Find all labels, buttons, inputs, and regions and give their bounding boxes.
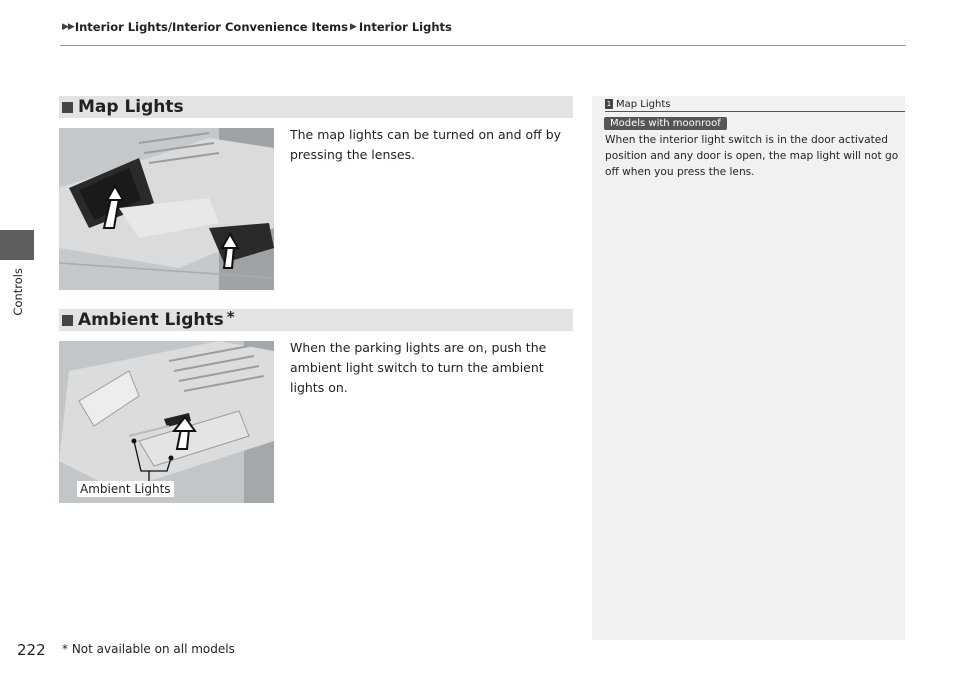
breadcrumb (62, 20, 452, 34)
page-number: 222 (17, 641, 46, 659)
note-heading (605, 97, 905, 112)
chapter-tab-marker (0, 230, 34, 260)
ambient-lights-callout: Ambient Lights (77, 481, 174, 497)
section-title: Map Lights (78, 97, 184, 117)
chapter-tab-label: Controls (11, 268, 25, 316)
section-title: Ambient Lights (78, 310, 224, 330)
header-divider (60, 45, 906, 46)
section-heading-ambient-lights (59, 309, 573, 331)
map-lights-description: The map lights can be turned on and off by pressing the lenses. (290, 127, 562, 162)
model-badge: Models with moonroof (604, 117, 727, 130)
note-ref-icon: 1 (606, 100, 612, 108)
breadcrumb-item-page[interactable]: Interior Lights (358, 20, 452, 34)
footnote-asterisk[interactable]: * (226, 308, 235, 326)
square-bullet-icon (62, 102, 73, 113)
note-text: When the interior light switch is in the door activated position and any door is open, the map light will not go off when you press the lens. (605, 134, 899, 178)
ambient-lights-illustration (59, 341, 274, 503)
map-lights-illustration (59, 128, 274, 290)
arrow-right-icon: ▶ (349, 22, 357, 32)
footnote: * Not available on all models (62, 642, 235, 656)
double-arrow-icon: ▶▶ (62, 22, 74, 32)
note-title[interactable]: Map Lights (616, 98, 671, 110)
square-bullet-icon (62, 315, 73, 326)
ambient-lights-description: When the parking lights are on, push the ambient light switch to turn the ambient lights on. (290, 340, 547, 395)
section-heading-map-lights (59, 96, 573, 118)
breadcrumb-item-section[interactable]: Interior Lights/Interior Convenience Items (74, 20, 348, 34)
